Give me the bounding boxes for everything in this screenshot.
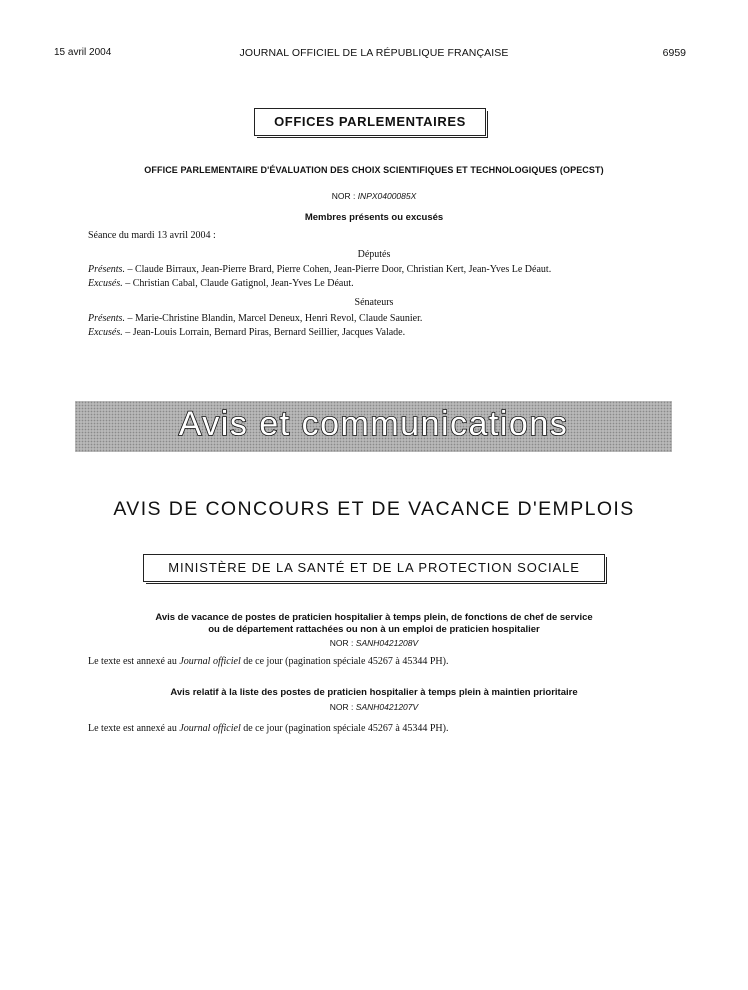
nor-code: INPX0400085X [357, 191, 417, 201]
nor-code: SANH0421207V [355, 702, 419, 712]
journal-name: Journal officiel [179, 656, 241, 667]
notice-title-line2: ou de département rattachées ou non à un emploi de praticien hospitalier [208, 624, 540, 635]
excuses-label: Excusés. [88, 327, 123, 338]
presents-names: – Claude Birraux, Jean-Pierre Brard, Pierre Cohen, Jean-Pierre Door, Christian Kert, Jean-Yves Le Déaut. [124, 264, 552, 275]
nor-reference [0, 702, 748, 712]
senateurs-presents [88, 313, 422, 324]
presents-label: Présents. [88, 313, 125, 324]
body-text: de ce jour (pagination spéciale 45267 à 45344 PH). [240, 723, 449, 734]
body-text: de ce jour (pagination spéciale 45267 à 45344 PH). [240, 656, 449, 667]
nor-prefix: NOR : [331, 191, 356, 201]
notice-title-line1: Avis de vacance de postes de praticien hospitalier à temps plein, de fonctions de chef de service [155, 612, 593, 623]
excuses-names: – Christian Cabal, Claude Gatignol, Jean-Yves Le Déaut. [122, 278, 354, 289]
members-heading: Membres présents ou excusés [304, 212, 444, 223]
nor-code: SANH0421208V [355, 638, 419, 648]
presents-label: Présents. [88, 264, 125, 275]
header-page-number: 6959 [662, 47, 686, 59]
nor-prefix: NOR : [329, 638, 354, 648]
avis-heading: AVIS DE CONCOURS ET DE VACANCE D'EMPLOIS [113, 498, 635, 520]
header-journal-title: JOURNAL OFFICIEL DE LA RÉPUBLIQUE FRANÇAISE [239, 47, 509, 59]
deputes-heading: Députés [357, 249, 391, 260]
body-text: Le texte est annexé au [88, 656, 180, 667]
notice-body [88, 656, 448, 667]
senateurs-excuses [88, 327, 405, 338]
nor-prefix: NOR : [329, 702, 354, 712]
body-text: Le texte est annexé au [88, 723, 180, 734]
notice-title: Avis relatif à la liste des postes de praticien hospitalier à temps plein à maintien prioritaire [170, 687, 578, 698]
banner-title: Avis et communications [178, 405, 569, 443]
section-title-ministere: MINISTÈRE DE LA SANTÉ ET DE LA PROTECTION SOCIALE [168, 560, 580, 575]
header-date: 15 avril 2004 [54, 47, 112, 58]
journal-name: Journal officiel [179, 723, 241, 734]
deputes-excuses [88, 278, 354, 289]
deputes-presents [88, 264, 551, 275]
senateurs-heading: Sénateurs [354, 297, 394, 308]
notice-body [88, 723, 448, 734]
excuses-label: Excusés. [88, 278, 123, 289]
section-title-offices: OFFICES PARLEMENTAIRES [274, 114, 466, 129]
office-title: OFFICE PARLEMENTAIRE D'ÉVALUATION DES CHOIX SCIENTIFIQUES ET TECHNOLOGIQUES (OPECST) [144, 165, 604, 175]
excuses-names: – Jean-Louis Lorrain, Bernard Piras, Bernard Seillier, Jacques Valade. [122, 327, 406, 338]
nor-reference [0, 191, 748, 201]
nor-reference [0, 638, 748, 648]
presents-names: – Marie-Christine Blandin, Marcel Deneux, Henri Revol, Claude Saunier. [124, 313, 423, 324]
seance-date: Séance du mardi 13 avril 2004 : [88, 230, 216, 241]
